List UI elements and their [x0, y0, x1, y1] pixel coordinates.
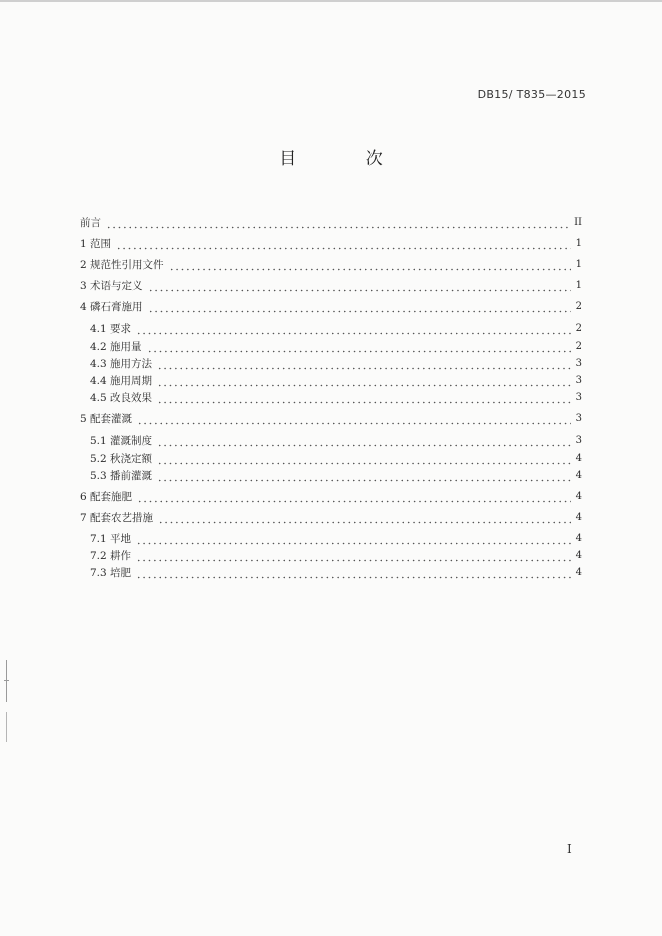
- toc-entry-7-3[interactable]: [90, 564, 582, 580]
- toc-entry-label: 前言: [80, 217, 101, 229]
- toc-entry-page: 3: [575, 375, 582, 386]
- toc-leader-dots: [147, 340, 571, 354]
- toc-entry-7[interactable]: [80, 509, 582, 525]
- toc-entry-label: 4 磷石膏施用: [80, 301, 143, 313]
- toc-entry-page: 2: [575, 301, 582, 312]
- toc-entry-5[interactable]: [80, 410, 582, 426]
- toc-entry-page: 4: [575, 453, 582, 464]
- toc-leader-dots: [157, 374, 571, 388]
- scan-top-edge: [0, 0, 662, 2]
- toc-leader-dots: [116, 237, 571, 251]
- toc-entry-label: 7.3 培肥: [90, 567, 132, 579]
- toc-entry-label: 4.4 施用周期: [90, 375, 153, 387]
- scan-margin-marks: [4, 660, 10, 750]
- toc-entry-5-3[interactable]: [90, 467, 582, 483]
- toc-entry-label: 5 配套灌溉: [80, 413, 133, 425]
- toc-entry-label: 3 术语与定义: [80, 280, 143, 292]
- toc-entry-page: 1: [575, 280, 582, 291]
- document-code: DB15/ T835—2015: [477, 88, 586, 101]
- toc-entry-4-1[interactable]: [90, 320, 582, 336]
- toc-leader-dots: [157, 434, 571, 448]
- toc-entry-4-2[interactable]: [90, 338, 582, 354]
- toc-entry-2[interactable]: [80, 256, 582, 272]
- toc-entry-6[interactable]: [80, 488, 582, 504]
- toc-leader-dots: [157, 452, 571, 466]
- page-number: I: [567, 842, 572, 856]
- toc-entry-page: 2: [575, 323, 582, 334]
- toc-entry-page: 4: [575, 470, 582, 481]
- toc-leader-dots: [136, 566, 571, 580]
- toc-leader-dots: [136, 532, 571, 546]
- toc-entry-page: 4: [575, 550, 582, 561]
- toc-entry-page: 3: [575, 435, 582, 446]
- toc-leader-dots: [136, 549, 571, 563]
- toc-entry-page: 3: [575, 392, 582, 403]
- toc-entry-page: II: [574, 217, 582, 228]
- toc-entry-7-2[interactable]: [90, 547, 582, 563]
- toc-entry-label: 5.3 播前灌溉: [90, 470, 153, 482]
- toc-leader-dots: [106, 216, 571, 230]
- toc-entry-label: 6 配套施肥: [80, 491, 133, 503]
- toc-leader-dots: [148, 300, 571, 314]
- toc-entry-label: 7.2 耕作: [90, 550, 132, 562]
- toc-entry-page: 4: [575, 491, 582, 502]
- toc-entry-label: 7 配套农艺措施: [80, 512, 154, 524]
- toc-entry-label: 5.1 灌溉制度: [90, 435, 153, 447]
- toc-title: 目 次: [279, 149, 415, 169]
- toc-entry-4[interactable]: [80, 298, 582, 314]
- toc-entry-label: 4.1 要求: [90, 323, 132, 335]
- toc-leader-dots: [157, 469, 571, 483]
- toc-entry-7-1[interactable]: [90, 530, 582, 546]
- toc-entry-label: 7.1 平地: [90, 533, 132, 545]
- toc-entry-label: 4.5 改良效果: [90, 392, 153, 404]
- toc-entry-page: 2: [575, 341, 582, 352]
- toc-entry-foreword[interactable]: [80, 214, 582, 230]
- toc-entry-3[interactable]: [80, 277, 582, 293]
- toc-entry-label: 4.2 施用量: [90, 341, 142, 353]
- toc-entry-label: 4.3 施用方法: [90, 358, 153, 370]
- toc-leader-dots: [136, 322, 571, 336]
- toc-entry-page: 4: [575, 512, 582, 523]
- toc-entry-1[interactable]: [80, 235, 582, 251]
- toc-leader-dots: [169, 258, 571, 272]
- toc-leader-dots: [137, 412, 571, 426]
- toc-leader-dots: [157, 391, 571, 405]
- toc-entry-label: 1 范围: [80, 238, 112, 250]
- toc-entry-5-1[interactable]: [90, 432, 582, 448]
- toc-leader-dots: [148, 279, 571, 293]
- toc-leader-dots: [137, 490, 571, 504]
- toc-entry-4-5[interactable]: [90, 389, 582, 405]
- toc-entry-page: 3: [575, 413, 582, 424]
- toc-leader-dots: [157, 357, 571, 371]
- toc-entry-page: 4: [575, 533, 582, 544]
- toc-entry-4-4[interactable]: [90, 372, 582, 388]
- toc-entry-page: 1: [575, 238, 582, 249]
- toc-leader-dots: [158, 511, 571, 525]
- toc-entry-page: 4: [575, 567, 582, 578]
- toc-entry-4-3[interactable]: [90, 355, 582, 371]
- toc-entry-5-2[interactable]: [90, 450, 582, 466]
- toc-entry-page: 1: [575, 259, 582, 270]
- toc-entry-page: 3: [575, 358, 582, 369]
- toc-entry-label: 5.2 秋浇定额: [90, 453, 153, 465]
- toc-entry-label: 2 规范性引用文件: [80, 259, 164, 271]
